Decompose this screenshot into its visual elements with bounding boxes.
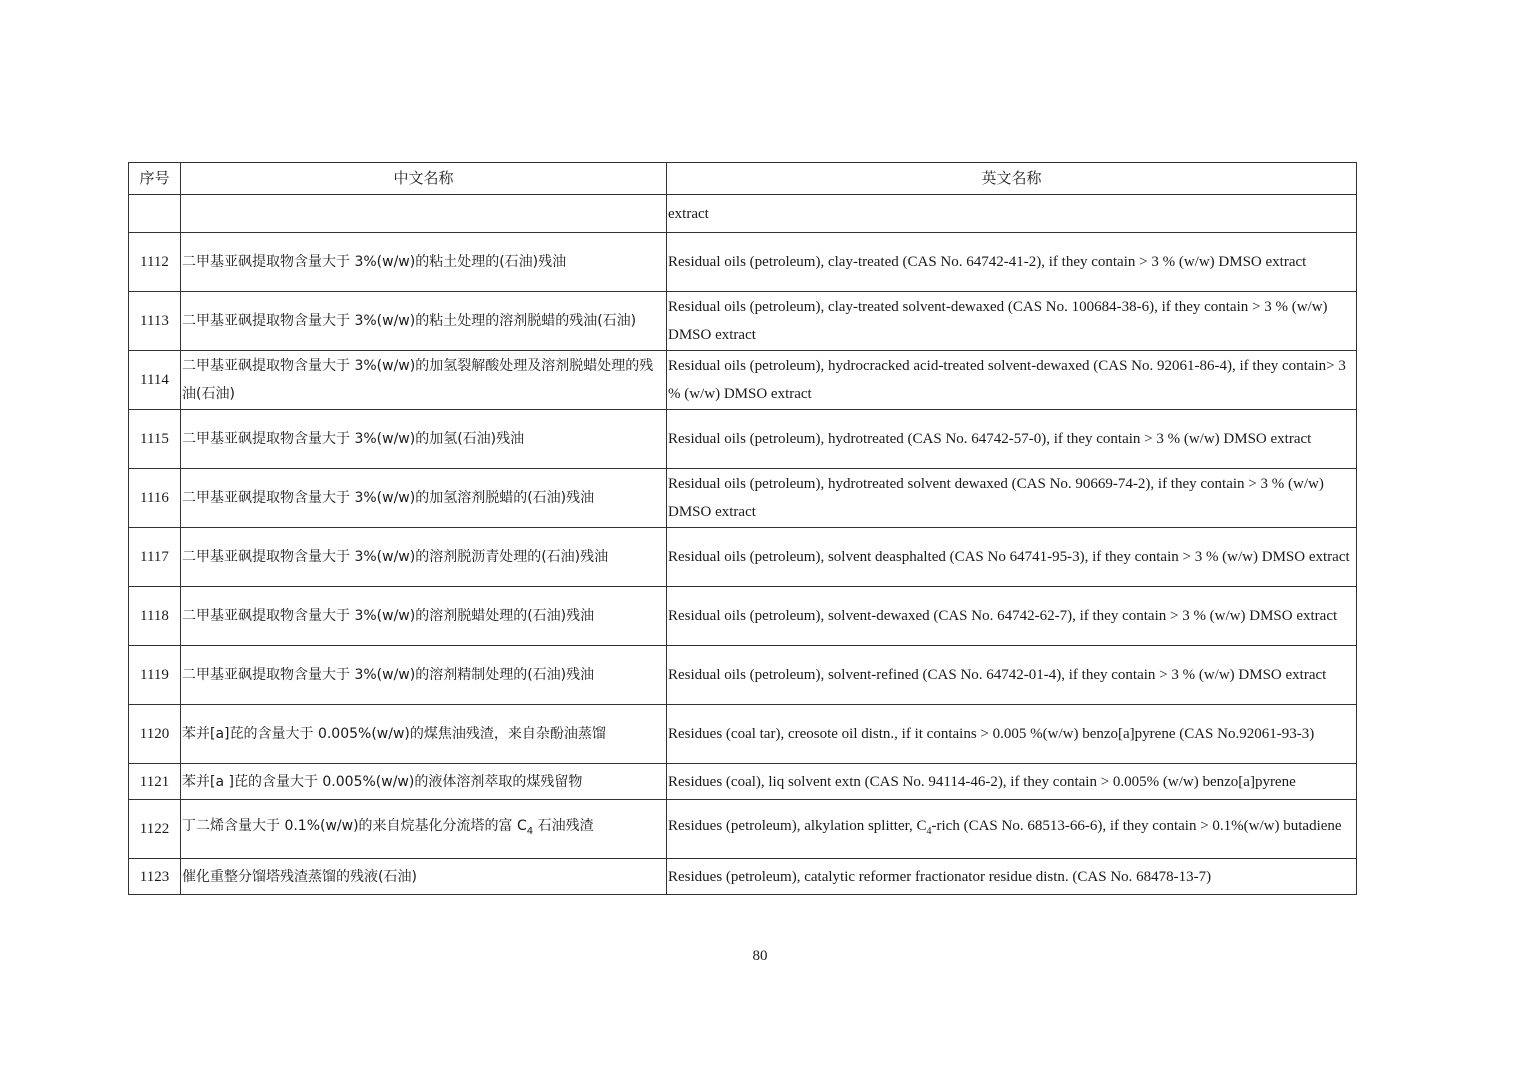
cell-number: 1115 (129, 410, 181, 469)
cell-number: 1117 (129, 528, 181, 587)
cell-english-name: extract (667, 195, 1357, 233)
cell-chinese-name: 二甲基亚砜提取物含量大于 3%(w/w)的粘土处理的溶剂脱蜡的残油(石油) (181, 292, 667, 351)
table-row-continued (129, 195, 1357, 233)
table-row (129, 469, 1357, 528)
cell-chinese-name: 催化重整分馏塔残渣蒸馏的残液(石油) (181, 859, 667, 895)
cell-english-name (667, 800, 1357, 859)
cell-english-name: Residual oils (petroleum), hydrocracked acid-treated solvent-dewaxed (CAS No. 92061-86-4), if they contain> 3 % (w/w) DMSO extract (667, 351, 1357, 410)
table-row (129, 351, 1357, 410)
en-subscript: 4 (926, 826, 932, 837)
table-row (129, 764, 1357, 800)
header-number: 序号 (129, 163, 181, 195)
cell-chinese-name: 苯并[a]芘的含量大于 0.005%(w/w)的煤焦油残渣，来自杂酚油蒸馏 (181, 705, 667, 764)
cell-english-name: Residues (petroleum), catalytic reformer fractionator residue distn. (CAS No. 68478-13-7) (667, 859, 1357, 895)
cell-number: 1118 (129, 587, 181, 646)
cell-number: 1112 (129, 233, 181, 292)
cell-chinese-name: 二甲基亚砜提取物含量大于 3%(w/w)的溶剂精制处理的(石油)残油 (181, 646, 667, 705)
table-row (129, 800, 1357, 859)
cell-english-name: Residual oils (petroleum), clay-treated (CAS No. 64742-41-2), if they contain > 3 % (w/w) DMSO extract (667, 233, 1357, 292)
cell-number: 1120 (129, 705, 181, 764)
zh-text-post: 石油残渣 (533, 818, 594, 835)
table-row (129, 528, 1357, 587)
cell-chinese-name: 苯并[a ]芘的含量大于 0.005%(w/w)的液体溶剂萃取的煤残留物 (181, 764, 667, 800)
table-row (129, 292, 1357, 351)
zh-text-pre: 丁二烯含量大于 0.1%(w/w)的来自烷基化分流塔的富 C (182, 818, 527, 835)
table-row (129, 233, 1357, 292)
cell-english-name: Residues (coal tar), creosote oil distn., if it contains > 0.005 %(w/w) benzo[a]pyrene (CAS No.92061-93-3) (667, 705, 1357, 764)
table-row (129, 705, 1357, 764)
cell-number: 1113 (129, 292, 181, 351)
cell-number: 1114 (129, 351, 181, 410)
cell-number: 1121 (129, 764, 181, 800)
header-english-name: 英文名称 (667, 163, 1357, 195)
page-number: 80 (752, 948, 768, 964)
cell-english-name: Residual oils (petroleum), solvent deasphalted (CAS No 64741-95-3), if they contain > 3 % (w/w) DMSO extract (667, 528, 1357, 587)
cell-english-name: Residual oils (petroleum), solvent-dewaxed (CAS No. 64742-62-7), if they contain > 3 % (w/w) DMSO extract (667, 587, 1357, 646)
cell-chinese-name (181, 195, 667, 233)
cell-chinese-name: 二甲基亚砜提取物含量大于 3%(w/w)的粘土处理的(石油)残油 (181, 233, 667, 292)
cell-number: 1122 (129, 800, 181, 859)
cell-english-name: Residual oils (petroleum), hydrotreated (CAS No. 64742-57-0), if they contain > 3 % (w/w) DMSO extract (667, 410, 1357, 469)
table-header-row (129, 163, 1357, 195)
table-row (129, 859, 1357, 895)
table-row (129, 410, 1357, 469)
en-text-post: -rich (CAS No. 68513-66-6), if they contain > 0.1%(w/w) butadiene (931, 818, 1342, 834)
cell-english-name: Residual oils (petroleum), hydrotreated solvent dewaxed (CAS No. 90669-74-2), if they contain > 3 % (w/w) DMSO extract (667, 469, 1357, 528)
cell-english-name: Residues (coal), liq solvent extn (CAS No. 94114-46-2), if they contain > 0.005% (w/w) benzo[a]pyrene (667, 764, 1357, 800)
cell-chinese-name: 二甲基亚砜提取物含量大于 3%(w/w)的溶剂脱蜡处理的(石油)残油 (181, 587, 667, 646)
table-row (129, 646, 1357, 705)
cell-chinese-name: 二甲基亚砜提取物含量大于 3%(w/w)的加氢(石油)残油 (181, 410, 667, 469)
cell-english-name: Residual oils (petroleum), solvent-refined (CAS No. 64742-01-4), if they contain > 3 % (w/w) DMSO extract (667, 646, 1357, 705)
zh-subscript: 4 (526, 825, 534, 837)
cell-number: 1116 (129, 469, 181, 528)
cell-number: 1123 (129, 859, 181, 895)
header-chinese-name: 中文名称 (181, 163, 667, 195)
cell-chinese-name: 二甲基亚砜提取物含量大于 3%(w/w)的溶剂脱沥青处理的(石油)残油 (181, 528, 667, 587)
cell-english-name: Residual oils (petroleum), clay-treated solvent-dewaxed (CAS No. 100684-38-6), if they contain > 3 % (w/w) DMSO extract (667, 292, 1357, 351)
cell-chinese-name: 二甲基亚砜提取物含量大于 3%(w/w)的加氢溶剂脱蜡的(石油)残油 (181, 469, 667, 528)
table-row (129, 587, 1357, 646)
cell-chinese-name (181, 800, 667, 859)
en-text-pre: Residues (petroleum), alkylation splitter, C (668, 818, 927, 834)
cell-number (129, 195, 181, 233)
cell-chinese-name: 二甲基亚砜提取物含量大于 3%(w/w)的加氢裂解酸处理及溶剂脱蜡处理的残油(石油) (181, 351, 667, 410)
substance-table (128, 162, 1357, 895)
cell-number: 1119 (129, 646, 181, 705)
